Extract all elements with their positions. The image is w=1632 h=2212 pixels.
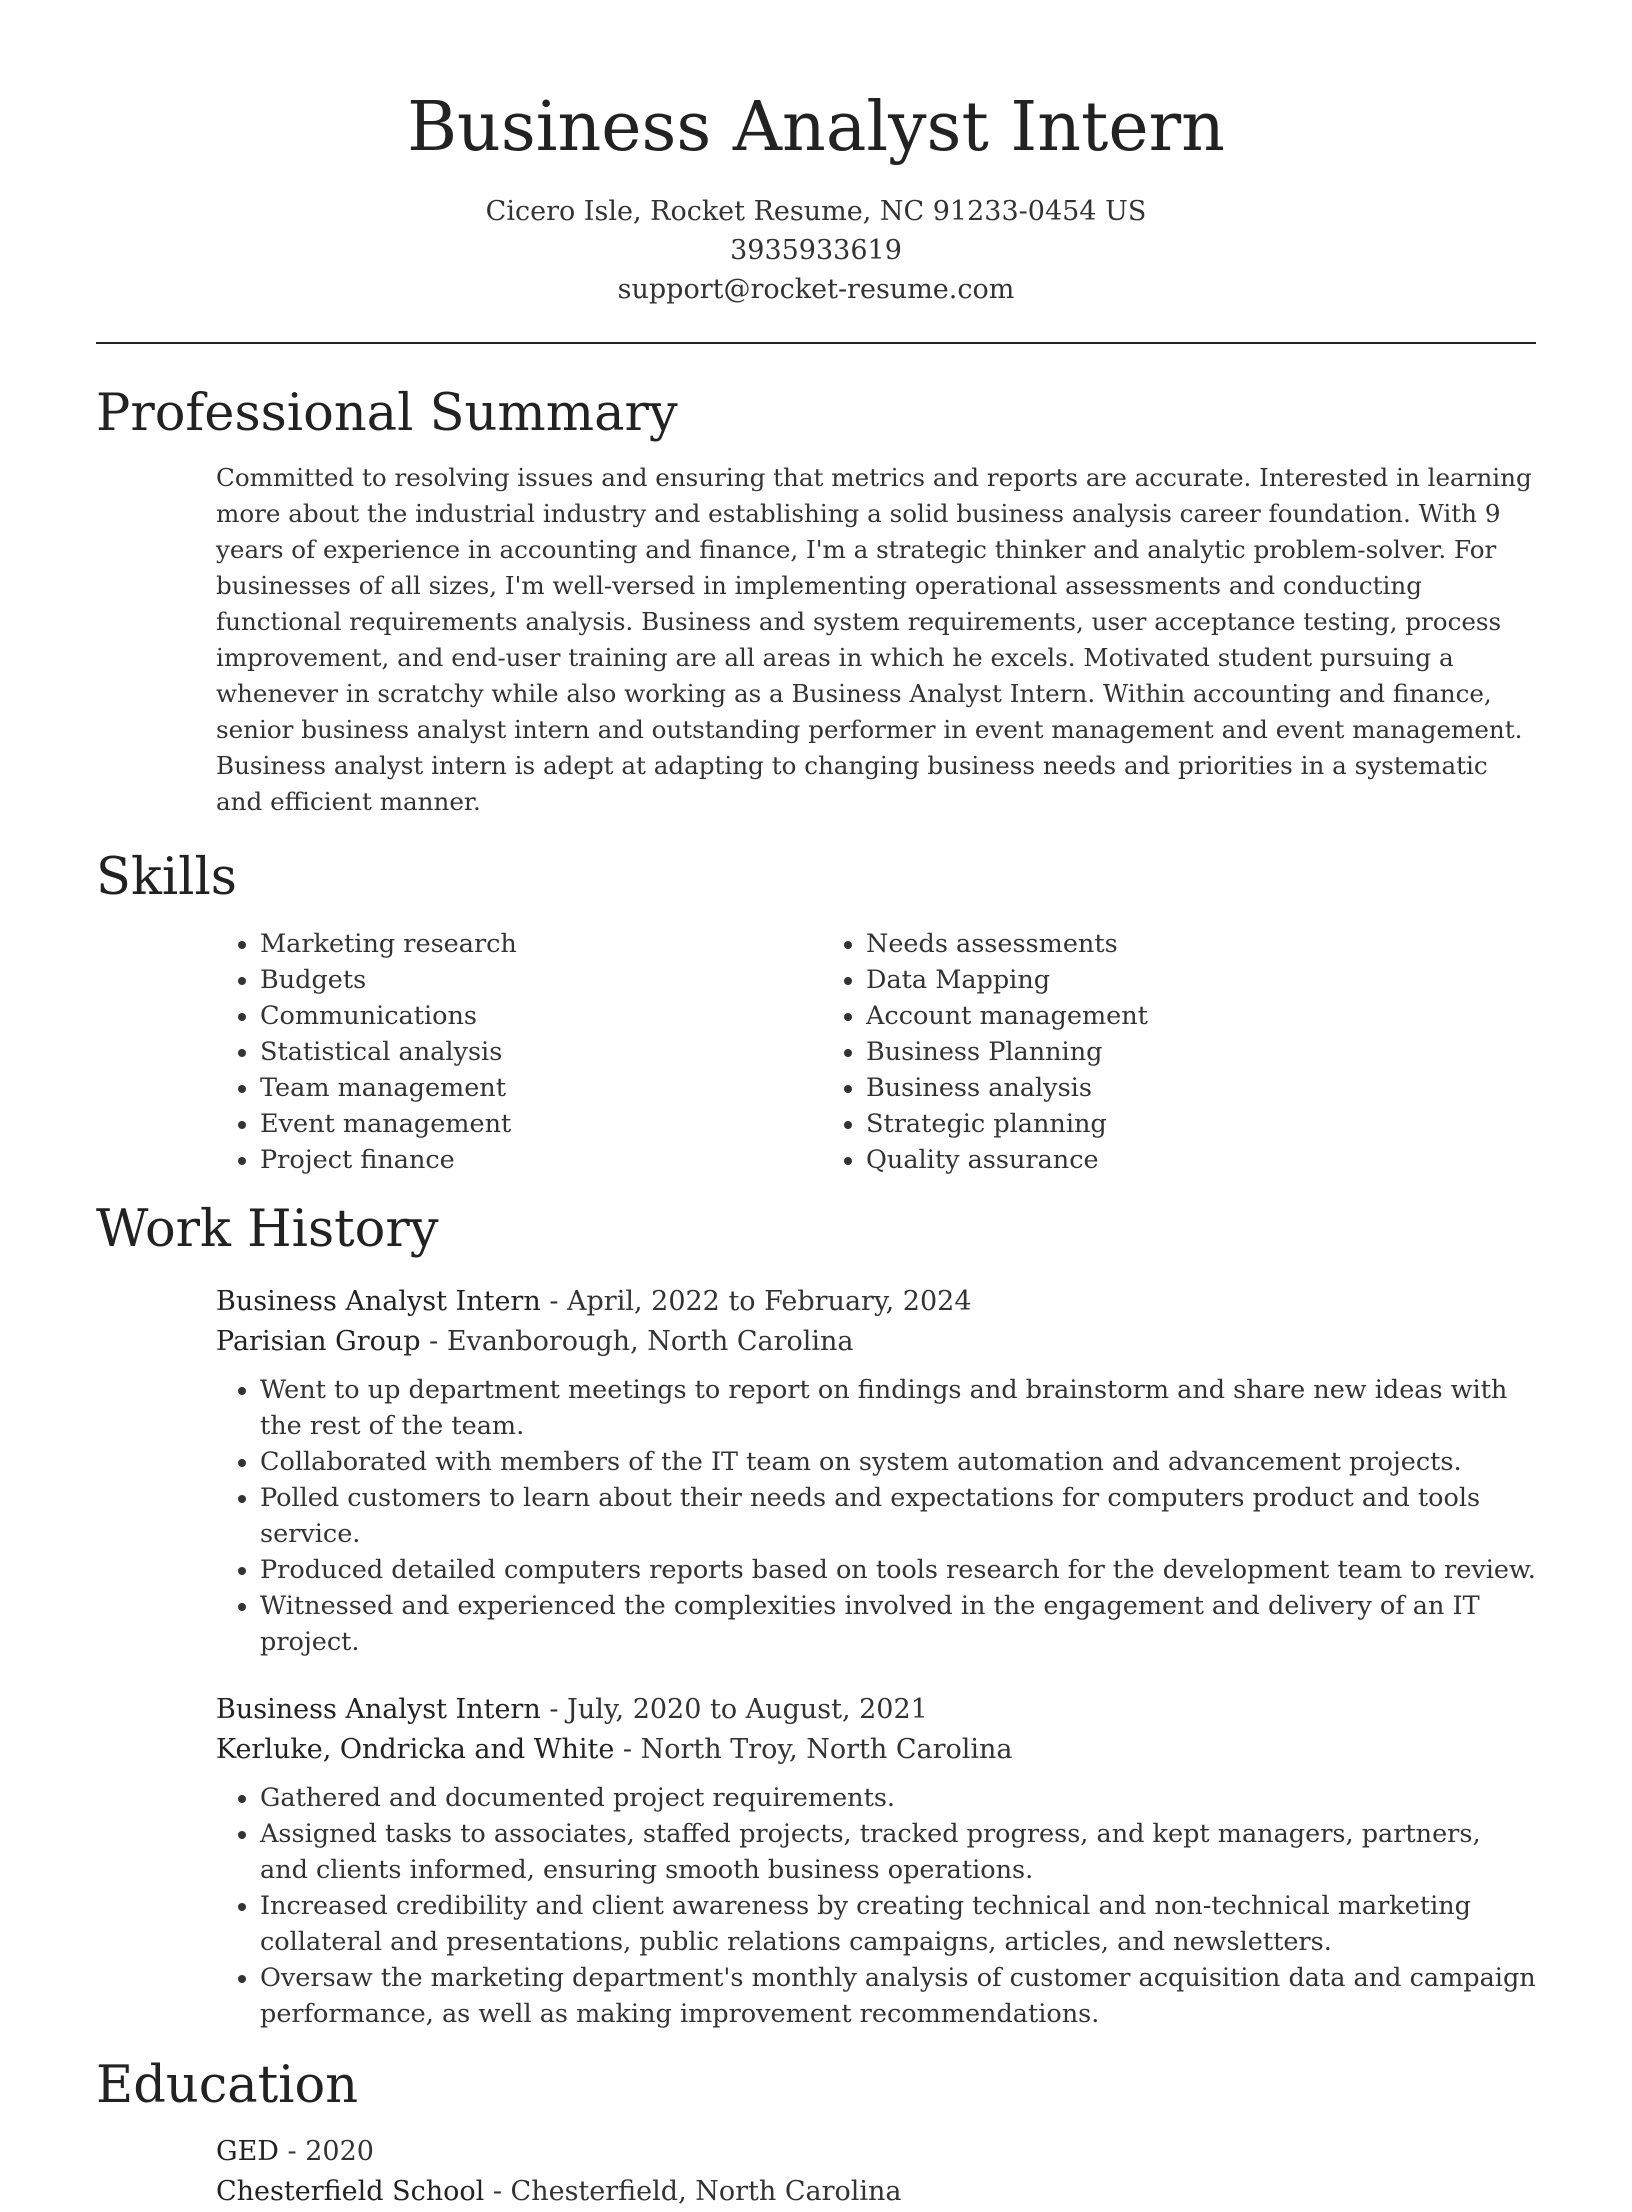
skill-item: • Quality assurance	[866, 1142, 1148, 1178]
skill-item: • Business Planning	[866, 1034, 1148, 1070]
job-bullet: • Went to up department meetings to report on findings and brainstorm and share new ideas with the rest of the team.	[260, 1372, 1536, 1444]
job-title-line	[216, 1282, 1536, 1322]
job-bullet: • Witnessed and experienced the complexities involved in the engagement and delivery of an IT project.	[260, 1588, 1536, 1660]
skill-item: • Communications	[260, 998, 822, 1034]
job-role: Business Analyst Intern	[216, 1286, 541, 1317]
skill-item: • Needs assessments	[866, 926, 1148, 962]
section-title-skills: Skills	[96, 848, 237, 907]
job-bullet: • Oversaw the marketing department's monthly analysis of customer acquisition data and campaign performance, as well as making improvement recommendations.	[260, 1960, 1536, 2032]
skill-item: • Strategic planning	[866, 1106, 1148, 1142]
education-location: - Chesterfield, North Carolina	[484, 2176, 902, 2207]
job-company-line	[216, 1730, 1536, 1770]
header-divider	[96, 342, 1536, 344]
job-bullets	[216, 1780, 1536, 2032]
email: support@rocket-resume.com	[617, 274, 1015, 305]
section-title-work-history: Work History	[96, 1200, 439, 1259]
job-location: - Evanborough, North Carolina	[420, 1326, 854, 1357]
job-bullet: • Increased credibility and client awareness by creating technical and non-technical marketing collateral and presentations, public relations campaigns, articles, and newsletters.	[260, 1888, 1536, 1960]
education-year: - 2020	[278, 2136, 374, 2167]
job-bullet: • Collaborated with members of the IT team on system automation and advancement projects.	[260, 1444, 1536, 1480]
job-dates: - July, 2020 to August, 2021	[540, 1694, 928, 1725]
skills-column-left	[216, 926, 822, 1178]
skill-item: • Team management	[260, 1070, 822, 1106]
job-entry	[216, 1690, 1536, 2032]
job-entry	[216, 1282, 1536, 1660]
job-bullet: • Assigned tasks to associates, staffed projects, tracked progress, and kept managers, partners, and clients informed, ensuring smooth business operations.	[260, 1816, 1536, 1888]
resume-header	[96, 0, 1536, 309]
contact-info	[96, 192, 1536, 309]
skill-item: • Event management	[260, 1106, 822, 1142]
job-dates: - April, 2022 to February, 2024	[540, 1286, 972, 1317]
job-location: - North Troy, North Carolina	[614, 1734, 1013, 1765]
phone: 3935933619	[730, 235, 902, 266]
job-company: Kerluke, Ondricka and White	[216, 1734, 615, 1765]
skill-item: • Project finance	[260, 1142, 822, 1178]
candidate-name: Business Analyst Intern	[407, 88, 1225, 167]
skills-column-right	[822, 926, 1148, 1178]
education-entry	[216, 2132, 1536, 2212]
skill-item: • Marketing research	[260, 926, 822, 962]
skill-item: • Data Mapping	[866, 962, 1148, 998]
skill-item: • Account management	[866, 998, 1148, 1034]
job-title-line	[216, 1690, 1536, 1730]
job-bullet: • Produced detailed computers reports based on tools research for the development team to review.	[260, 1552, 1536, 1588]
section-title-summary: Professional Summary	[96, 384, 678, 443]
job-bullet: • Polled customers to learn about their needs and expectations for computers product and tools service.	[260, 1480, 1536, 1552]
education-school-line	[216, 2172, 1536, 2212]
education-school: Chesterfield School	[216, 2176, 485, 2207]
education-degree-line	[216, 2132, 1536, 2172]
job-bullet: • Gathered and documented project requirements.	[260, 1780, 1536, 1816]
skills-list	[216, 926, 1536, 1178]
address: Cicero Isle, Rocket Resume, NC 91233-0454 US	[485, 196, 1147, 227]
summary-text: Committed to resolving issues and ensuring that metrics and reports are accurate. Interested in learning more about the industrial industry and establishing a solid business analysis career foundation. With 9 years of experience in accounting and finance, I'm a strategic thinker and analytic problem-solver. For businesses of all sizes, I'm well-versed in implementing operational assessments and conducting functional requirements analysis. Business and system requirements, user acceptance testing, process improvement, and end-user training are all areas in which he excels. Motivated student pursuing a whenever in scratchy while also working as a Business Analyst Intern. Within accounting and finance, senior business analyst intern and outstanding performer in event management and event management. Business analyst intern is adept at adapting to changing business needs and priorities in a systematic and efficient manner.	[216, 463, 1532, 816]
skill-item: • Business analysis	[866, 1070, 1148, 1106]
section-title-education: Education	[96, 2056, 359, 2115]
job-role: Business Analyst Intern	[216, 1694, 541, 1725]
education-degree: GED	[216, 2136, 279, 2167]
job-bullets	[216, 1372, 1536, 1660]
job-company: Parisian Group	[216, 1326, 421, 1357]
skill-item: • Budgets	[260, 962, 822, 998]
skill-item: • Statistical analysis	[260, 1034, 822, 1070]
job-company-line	[216, 1322, 1536, 1362]
